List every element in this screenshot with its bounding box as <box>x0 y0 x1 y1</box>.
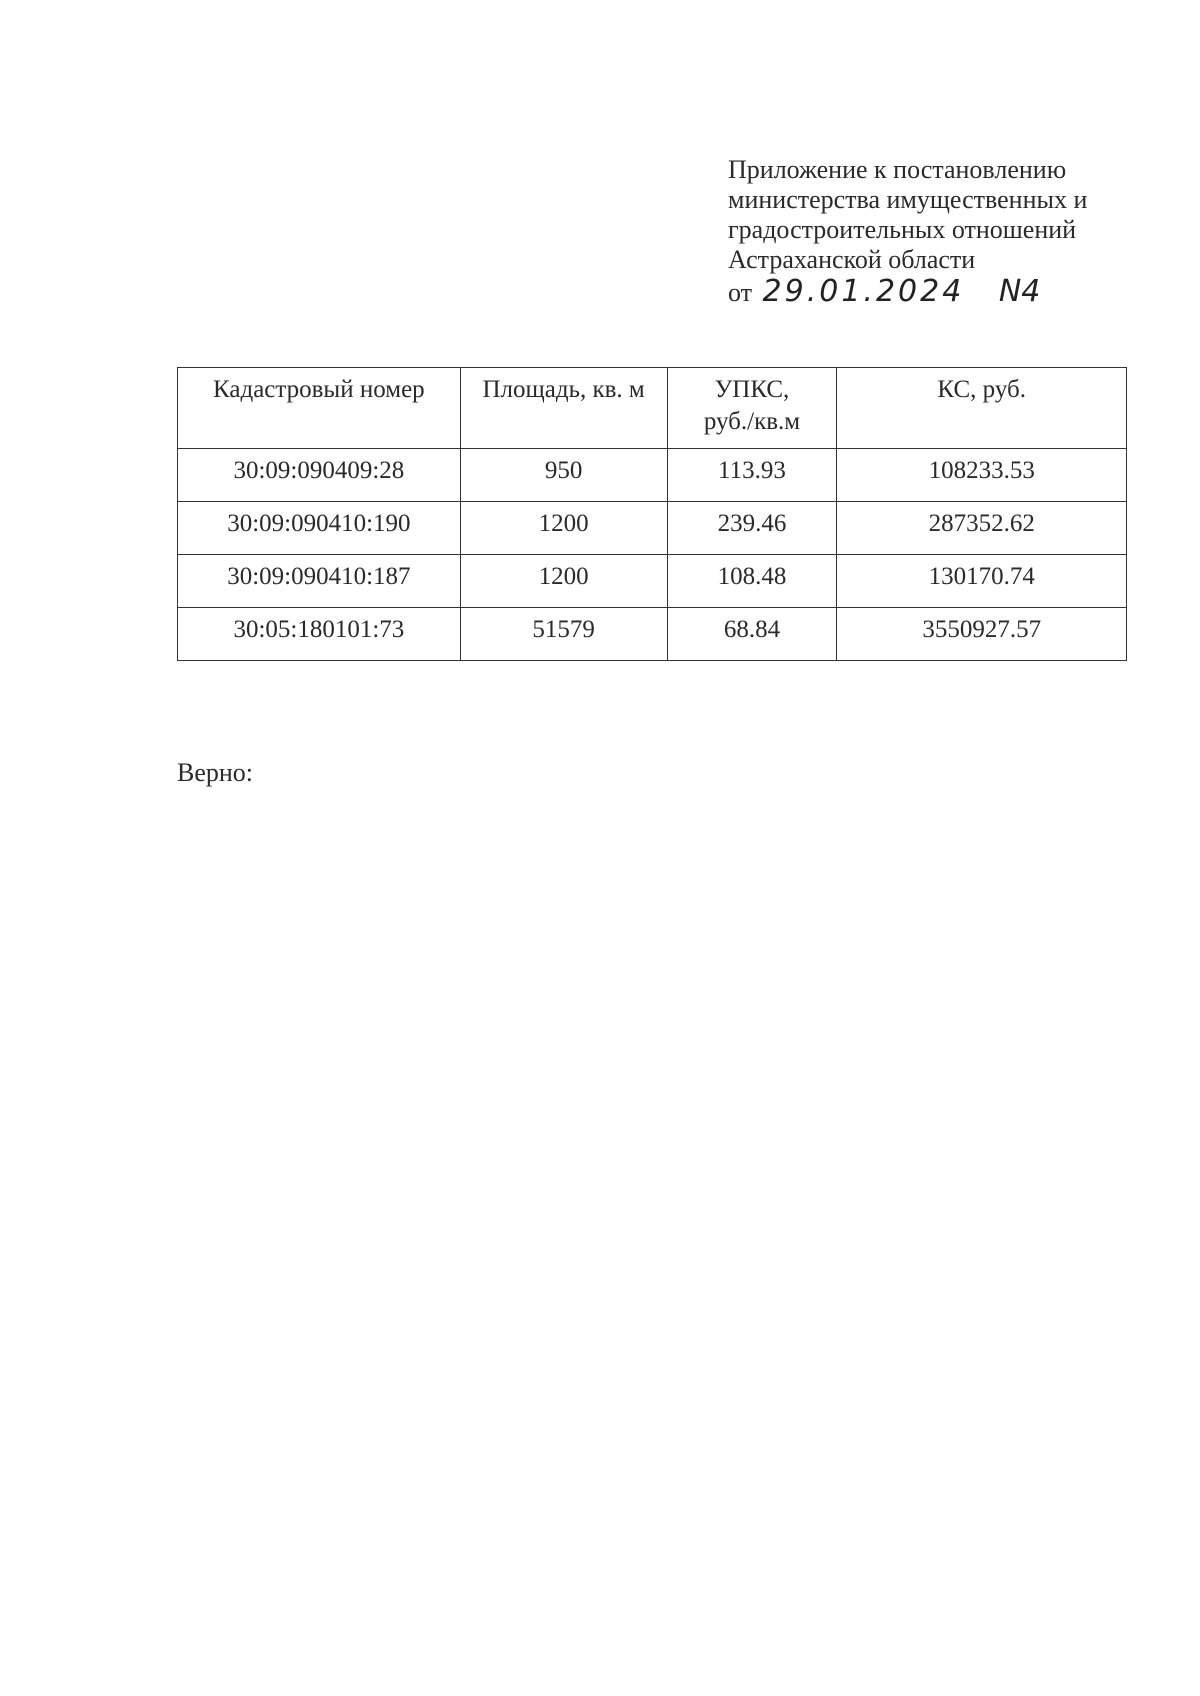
verno-label: Верно: <box>177 758 254 787</box>
header-line-1: Приложение к постановлению <box>728 155 1067 184</box>
table-row <box>178 502 1127 555</box>
table-header-row <box>178 368 1127 449</box>
table-row <box>178 449 1127 502</box>
cell-area: 51579 <box>460 608 667 661</box>
handwritten-date: 29.01.2024 <box>762 274 965 309</box>
date-line <box>728 274 1168 309</box>
cell-cadastral-number: 30:09:090410:187 <box>178 555 461 608</box>
appendix-header <box>728 155 1168 308</box>
date-prefix: от <box>728 278 753 307</box>
cell-ks: 130170.74 <box>837 555 1127 608</box>
cell-ks: 108233.53 <box>837 449 1127 502</box>
cell-upks: 113.93 <box>667 449 837 502</box>
cell-upks: 239.46 <box>667 502 837 555</box>
header-area: Площадь, кв. м <box>460 368 667 449</box>
cell-ks: 3550927.57 <box>837 608 1127 661</box>
header-ks: КС, руб. <box>837 368 1127 449</box>
cell-upks: 108.48 <box>667 555 837 608</box>
cell-upks: 68.84 <box>667 608 837 661</box>
table-row <box>178 555 1127 608</box>
cell-cadastral-number: 30:05:180101:73 <box>178 608 461 661</box>
cell-cadastral-number: 30:09:090409:28 <box>178 449 461 502</box>
cell-ks: 287352.62 <box>837 502 1127 555</box>
cell-cadastral-number: 30:09:090410:190 <box>178 502 461 555</box>
table-row <box>178 608 1127 661</box>
header-line-3: градостроительных отношений <box>728 215 1077 244</box>
cell-area: 1200 <box>460 555 667 608</box>
header-line-4: Астраханской области <box>728 245 976 274</box>
header-cadastral-number: Кадастровый номер <box>178 368 461 449</box>
cadastral-table <box>177 367 1127 661</box>
header-upks: УПКС, руб./кв.м <box>667 368 837 449</box>
header-line-2: министерства имущественных и <box>728 185 1088 214</box>
cell-area: 1200 <box>460 502 667 555</box>
cell-area: 950 <box>460 449 667 502</box>
handwritten-number: N4 <box>998 274 1041 309</box>
